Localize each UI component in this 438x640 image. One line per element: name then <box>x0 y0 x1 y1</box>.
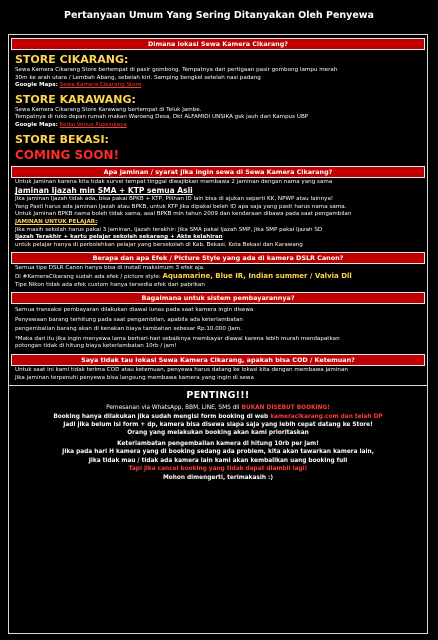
faq-frame <box>8 34 428 634</box>
important-line-3: Jadi jika belum isi form + dp, kamera bisa disewa siapa saja yang lebih cepat datang ke Store! <box>63 422 373 429</box>
important-line-1 <box>9 404 427 412</box>
effects-line-2-text: Di #KameraCikarang sudah ada efek / picture style: <box>15 273 161 280</box>
cod-line-1: Untuk saat ini kami tidak terima COD atau ketemuan, penyewa harus datang ke lokasi kita dengan membawa jaminan <box>15 367 348 374</box>
payment-line-5: potongan tidak di hitung biaya keterlambatan 10rb / jam! <box>15 343 177 350</box>
important-line-1-warning: BUKAN DISEBUT BOOKING! <box>241 405 330 412</box>
guarantee-line-8: untuk pelajar hanya di perbolehkan pelajar yang bersekolah di Kab. Bekasi, Kota Bekasi dan Karawang <box>15 241 303 248</box>
payment-heading: Bagaimana untuk sistem pembayarannya? <box>11 292 425 304</box>
important-line-1-text: Pemesanan via WhatsApp, BBM, LINE, SMS dll <box>106 405 240 412</box>
effects-section <box>9 265 427 289</box>
payment-line-3: pengembalian barang akan di kenakan biaya tambahan sebesar Rp.10.000 /Jam. <box>15 326 242 333</box>
important-line-5: Keterlambatan pengembalian kamera di hitung 10rb per jam! <box>117 440 319 447</box>
store-cikarang-text-2: 30m ke arah utara / Lembah Abang, sebelah kiri. Samping bengkel setelah nasi padang <box>15 74 261 81</box>
important-heading: PENTING!!! <box>186 390 250 402</box>
important-line-4: Orang yang melakukan booking akan kami prioritaskan <box>127 430 309 437</box>
maps-label: Google Maps: <box>15 121 58 128</box>
effects-line-1: Semua tipe DSLR Canon hanya bisa di install maksimum 3 efek aja. <box>15 265 205 272</box>
guarantee-line-1: Untuk jaminan karena kita tidak survei tempat tinggal diwajibkan membawa 2 jaminan dengan nama yang sama <box>15 178 333 185</box>
important-line-2 <box>9 413 427 421</box>
store-karawang-maps <box>15 122 421 130</box>
store-cikarang-title: STORE CIKARANG: <box>15 53 129 66</box>
store-karawang-title: STORE KARAWANG: <box>15 92 136 106</box>
store-cikarang-maps <box>15 82 421 90</box>
guarantee-section <box>9 179 427 250</box>
important-line-2-text: Booking hanya dilakukan jika sudah mengisi form booking di web <box>53 413 269 420</box>
payment-line-2: Penyewaan barang terhitung pada saat pengambilan, apabila ada keterlambatan <box>15 316 243 323</box>
guarantee-line-4: Yang Pasti harus ada jaminan Ijazah atau BPKB, untuk KTP jika dipakai beleh ID apa saja yang pasti harus nama sama. <box>15 203 347 210</box>
important-section <box>9 385 427 482</box>
student-guarantee-label: JAMINAN UNTUK PELAJAR: <box>15 218 98 225</box>
payment-line-1: Semua transaksi pembayaran dilakukan diawal lunas pada saat kamera ingin disewa <box>15 307 254 314</box>
karawang-maps-link[interactable]: Kedai Venus Pusesujaya <box>59 121 127 128</box>
guarantee-line-5: Untuk Jaminan BPKB nama boleh tidak sama, asal BPKB min tahun 2009 dan kendaraan dibawa pada saat pengambilan <box>15 211 352 218</box>
store-cikarang-text-1: Sewa Kamera Cikarang Store bertempat di pasir gombong. Tempatnya dari pertigaan pasir gombong lampu merah <box>15 67 338 73</box>
important-line-8: Tapi jika cancel booking yang tidak dapat diambil lagi! <box>128 466 308 473</box>
guarantee-line-3: Jika jaminan Ijazah tidak ada, bisa pakai BPKB + KTP, Pilihan ID lain bisa di ajukan seperti KK, NPWP atau lainnya! <box>15 196 334 203</box>
store-karawang-text-2: Tempatnya di ruko depan rumah makan Waroeng Desa, Dkt ALFAMIDI UNSIKA gsk jauh dari Kampus UBP <box>15 114 309 121</box>
guarantee-heading: Apa jaminan / syarat jika ingin sewa di Sewa Kamera Cikarang? <box>11 166 425 178</box>
effects-line-3: Tipe Nikon tidak ada efek custom hanya tersedia efek dari pabrikan <box>15 281 205 288</box>
important-line-9: Mohon dimengerti, terimakasih :) <box>163 474 273 481</box>
store-karawang-text-1: Sewa Kamera Cikarang Store Karawang bertempat di Teluk Jambe. <box>15 106 202 113</box>
guarantee-line-6: Jika masih sekolah harus pakai 3 jaminan, Ijazah terakhir: Jika SMA pakai Ijazah SMP, Jika SMP pakai Ijazah SD <box>15 226 323 233</box>
important-line-7: Jika tidak mau / tidak ada kamera lain kami akan kembalikan uang booking full <box>88 457 348 464</box>
payment-line-4: *Maka dari itu jika ingin menyewa lama berhari-hari sebaiknya membayar diawal karena lebih murah mendapatkan <box>15 335 340 342</box>
page-title: Pertanyaan Umum Yang Sering Ditanyakan Oleh Penyewa <box>64 10 374 21</box>
effects-list: Aquamarine, Blue IR, Indian summer / Valvia Dll <box>162 271 352 280</box>
cod-section <box>9 367 427 382</box>
cod-heading: Saya tidak tau lokasi Sewa Kamera Cikarang, apakah bisa COD / Ketemuan? <box>11 354 425 366</box>
store-bekasi-status: COMING SOON! <box>15 147 120 162</box>
important-line-6: Jika pada hari H kamera yang di booking sedang ada problem, kita akan tawarkan kamera lain, <box>62 449 374 456</box>
effects-line-2 <box>15 273 421 282</box>
cikarang-maps-link[interactable]: Sewa Kamera Cikarang Store <box>59 82 142 89</box>
guarantee-line-2: Jaminan Ijazah min SMA + KTP semua Asli <box>15 186 193 196</box>
guarantee-line-7: Ijazah Terakhir + kartu pelajar sekolah sekarang + Akte kelahiran <box>15 234 223 241</box>
booking-website-link[interactable]: kameracikarang.com dan telah DP <box>270 413 383 420</box>
payment-section <box>9 305 427 351</box>
location-heading: Dimana lokasi Sewa Kamera Cikarang? <box>11 38 425 50</box>
cod-line-2: Jika jaminan terpenuhi penyewa bisa langsung membawa kamera yang ingin di sewa <box>15 374 254 381</box>
store-bekasi-title: STORE BEKASI: <box>15 132 109 146</box>
maps-label: Google Maps: <box>15 82 58 89</box>
location-section <box>9 53 427 163</box>
effects-heading: Berapa dan apa Efek / Picture Style yang ada di kamera DSLR Canon? <box>11 252 425 264</box>
